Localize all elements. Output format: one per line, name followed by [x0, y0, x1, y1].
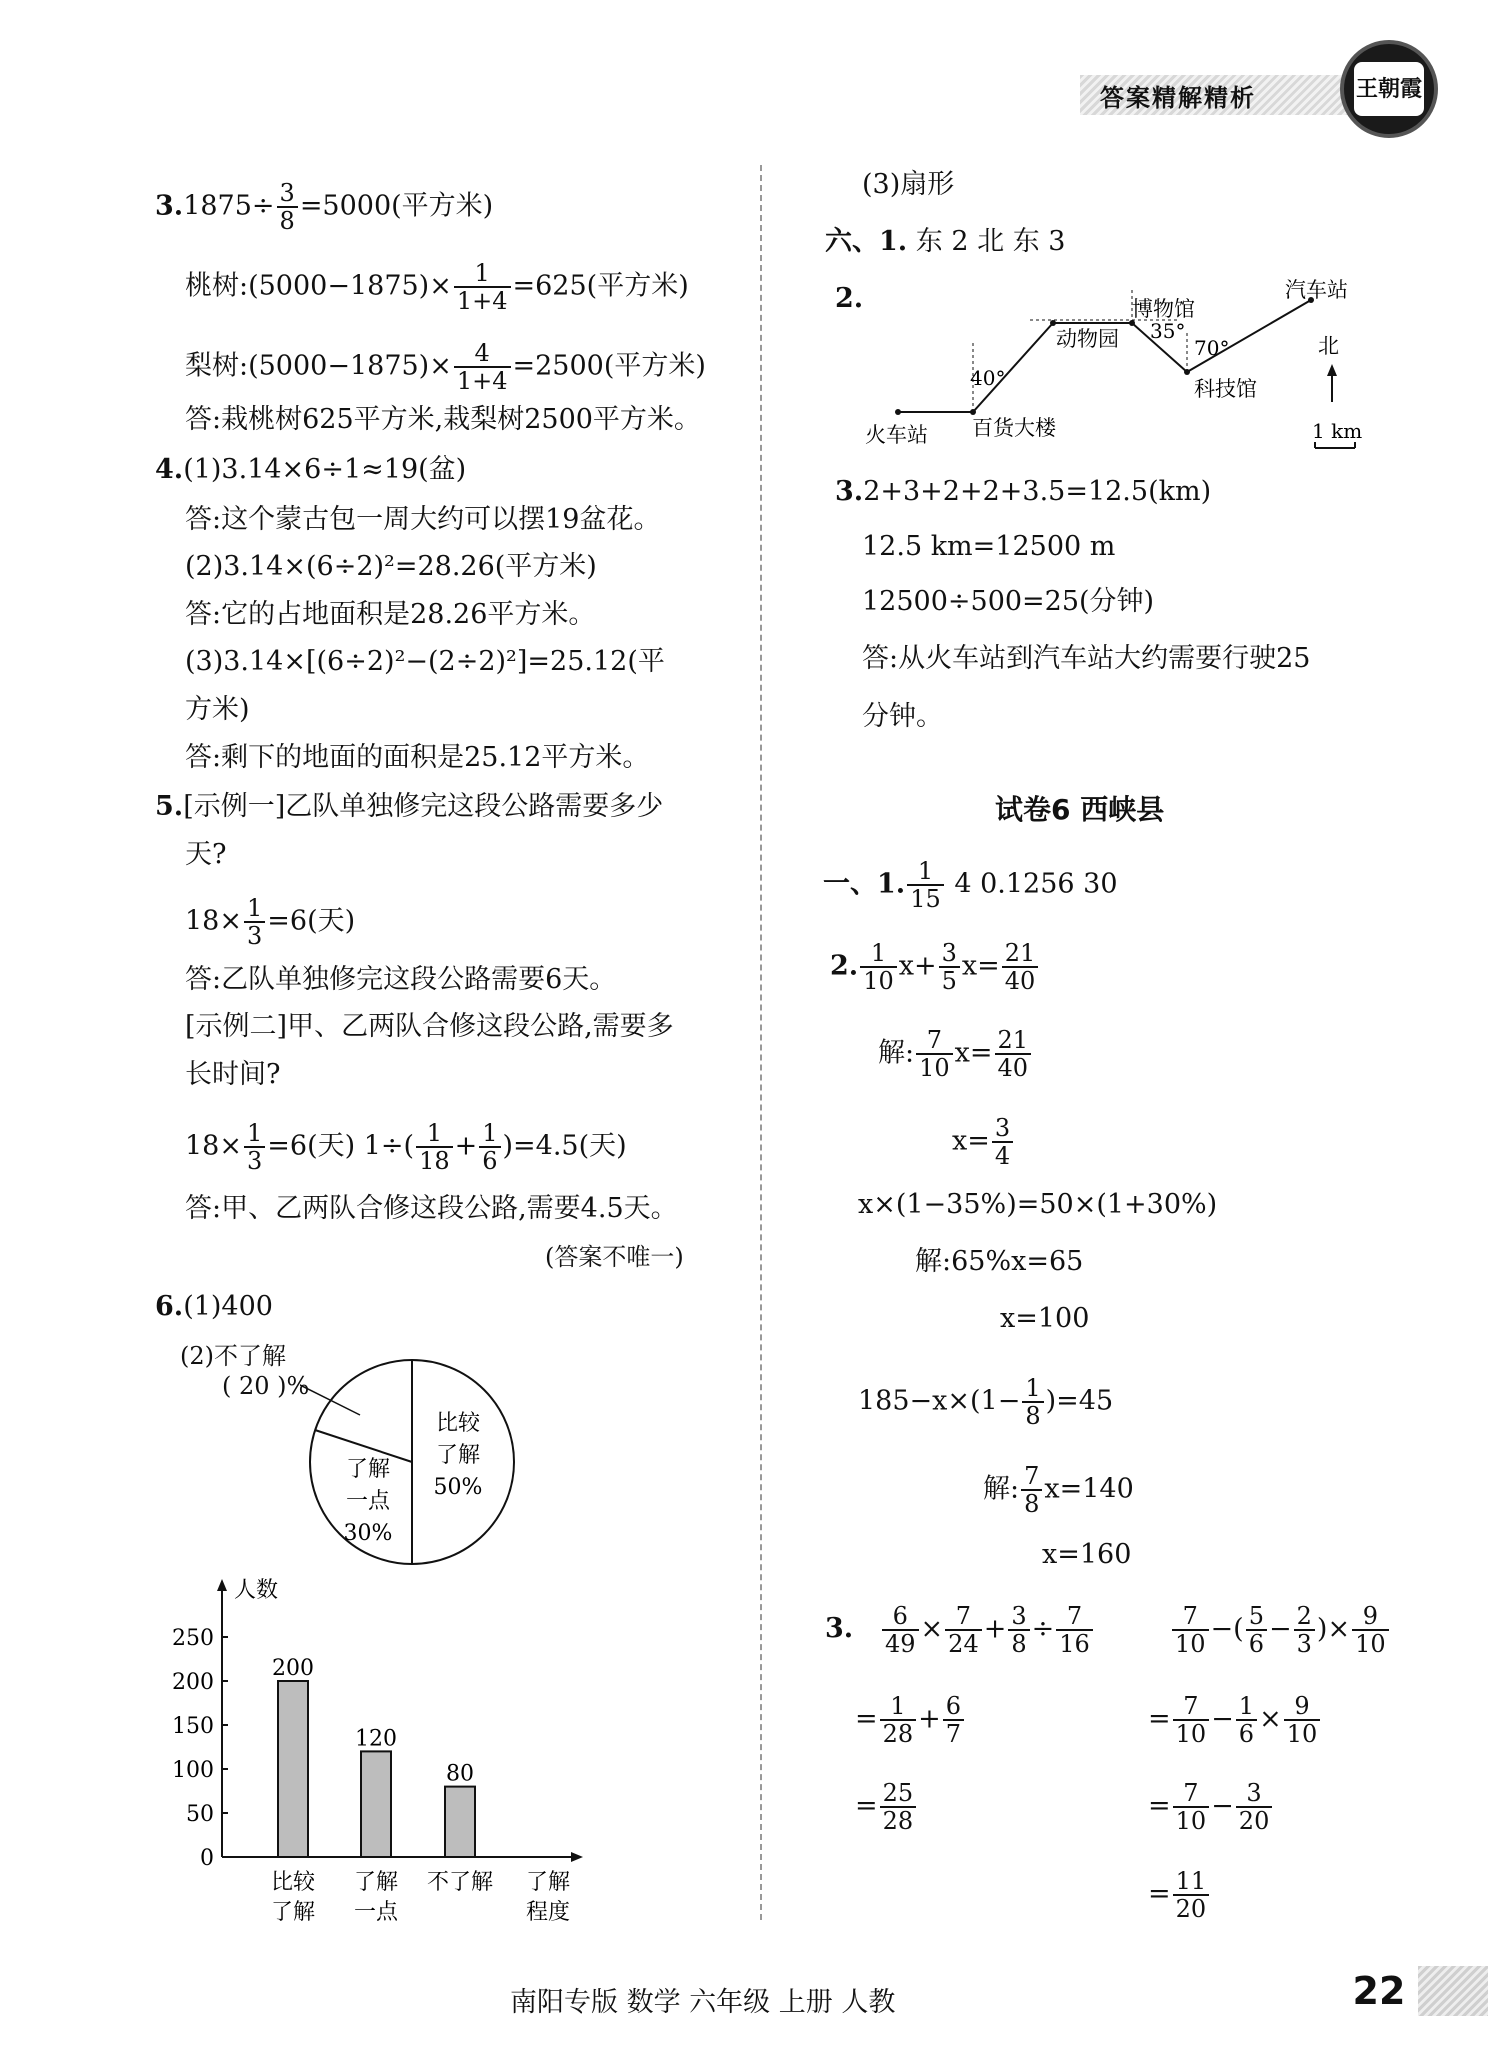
p2-eq4: x×(1−35%)=50×(1+30%)	[858, 1189, 1218, 1220]
map-label-bus-station: 汽车站	[1285, 278, 1348, 302]
x-tick-label-0-0: 比较	[270, 1870, 316, 1895]
bar-value-label-2: 80	[446, 1761, 474, 1787]
map-label-science-museum: 科技馆	[1194, 377, 1257, 401]
q5-line3: 18× $\frac{1}{3}$ =6(天)	[185, 894, 356, 950]
p3-num: 3.	[825, 1613, 854, 1644]
q4-line4: 答:它的占地面积是28.26平方米。	[185, 599, 596, 630]
s6-line1: 六、1. 东 2 北 东 3	[825, 226, 1066, 257]
q3-line1: 3.1875÷ $\frac{3}{8}$ =5000(平方米)	[155, 179, 494, 235]
q5-line6: 长时间?	[185, 1059, 281, 1090]
x-tick-label-2-0: 不了解	[426, 1870, 494, 1895]
x-axis-arrow	[571, 1852, 583, 1862]
q5-line2: 天?	[185, 839, 227, 870]
node-zoo	[1050, 320, 1056, 326]
bar-value-label-0: 200	[272, 1656, 314, 1681]
q4-line5: (3)3.14×[(6÷2)²−(2÷2)²]=25.12(平	[185, 646, 665, 677]
q4-line1: 4.(1)3.14×6÷1≈19(盆)	[155, 454, 467, 485]
paper-title: 试卷6 西峡县	[995, 793, 1165, 826]
p2-eq3: x= $\frac{3}{4}$	[952, 1115, 1015, 1169]
x-tick-label-1-0: 了解	[353, 1870, 399, 1895]
q3-answer: 答:栽桃树625平方米,栽梨树2500平方米。	[185, 404, 701, 435]
q6-line2: (2)不了解	[180, 1342, 286, 1370]
y-tick-label-1: 50	[186, 1802, 214, 1827]
x-axis-label-0: 了解	[525, 1870, 571, 1895]
map-angle-35: 35°	[1150, 319, 1186, 343]
q5-line1: 5.[示例一]乙队单独修完这段公路需要多少	[155, 791, 664, 822]
pie-label-b2: 一点	[345, 1489, 391, 1514]
s6-q3-line4: 答:从火车站到汽车站大约需要行驶25	[862, 643, 1311, 674]
x-tick-label-1-1: 一点	[353, 1900, 399, 1925]
p3-b2: = $\frac{7}{10}$ − $\frac{1}{6}$ × $\frac{9}{10}$	[1148, 1693, 1322, 1747]
pie-label-a1: 比较	[435, 1411, 481, 1436]
map-angle-70: 70°	[1194, 336, 1230, 360]
p1-line: 一、1. $\frac{1}{15}$ 4 0.1256 30	[823, 857, 1118, 913]
p2-eq9: x=160	[1042, 1539, 1132, 1570]
p3-b3: = $\frac{7}{10}$ − $\frac{3}{20}$	[1148, 1780, 1274, 1834]
x-tick-label-0-1: 了解	[270, 1900, 316, 1925]
q4-line3: (2)3.14×(6÷2)²=28.26(平方米)	[185, 551, 597, 582]
y-axis-arrow	[217, 1579, 227, 1591]
logo-text: 王朝霞	[1354, 62, 1424, 116]
x-axis-label-1: 程度	[525, 1900, 571, 1925]
q5-line8: 答:甲、乙两队合修这段公路,需要4.5天。	[185, 1193, 678, 1224]
bar-0	[278, 1681, 308, 1857]
s6-q2-num: 2.	[835, 283, 864, 314]
s6-q3-line1: 3.2+3+2+2+3.5=12.5(km)	[835, 476, 1212, 507]
p2-eq2: 解: $\frac{7}{10}$ x= $\frac{21}{40}$	[878, 1027, 1033, 1081]
p2-eq5: 解:65%x=65	[915, 1246, 1084, 1277]
y-tick-label-4: 200	[172, 1670, 214, 1695]
y-tick-label-5: 250	[172, 1626, 214, 1651]
map-label-department-store: 百货大楼	[972, 416, 1056, 440]
q5-note: (答案不唯一)	[545, 1243, 684, 1271]
map-scale-label: 1 km	[1312, 419, 1363, 443]
pie-label-b3: 30%	[343, 1521, 393, 1546]
brand-logo	[1340, 40, 1438, 138]
q4-line7: 答:剩下的地面的面积是25.12平方米。	[185, 742, 650, 773]
header-title: 答案精解精析	[1100, 84, 1256, 112]
s6-q3-line5: 分钟。	[862, 701, 943, 732]
s6-q3-line2: 12.5 km=12500 m	[862, 531, 1116, 562]
bar-1	[361, 1751, 391, 1857]
pie-label-b1: 了解	[345, 1457, 391, 1482]
q3-line2: 桃树:(5000−1875)× $\frac{1}{1+4}$ =625(平方米)	[185, 259, 689, 315]
map-label-north: 北	[1318, 334, 1339, 358]
p3-a3: = $\frac{25}{28}$	[855, 1780, 918, 1834]
pie-chart	[300, 1350, 530, 1580]
bar-2	[445, 1787, 475, 1857]
route-map	[860, 270, 1380, 460]
p3-b4: = $\frac{11}{20}$	[1148, 1868, 1211, 1922]
p3-a2: = $\frac{1}{28}$ + $\frac{6}{7}$	[855, 1693, 966, 1747]
page-number: 22	[1340, 1966, 1418, 2016]
bar-chart	[160, 1575, 600, 1935]
r-q5-3: (3)扇形	[862, 169, 955, 200]
node-science-museum	[1184, 369, 1190, 375]
north-arrow-icon	[1327, 364, 1337, 376]
p3-a1: $\frac{6}{49}$ × $\frac{7}{24}$ + $\frac{3}{8}$ ÷ $\frac{7}{16}$	[880, 1603, 1095, 1657]
q6-line3: ( 20 )%	[222, 1372, 310, 1400]
s6-q3-line3: 12500÷500=25(分钟)	[862, 586, 1155, 617]
map-label-museum: 博物馆	[1132, 297, 1195, 321]
bar-value-label-1: 120	[355, 1726, 397, 1752]
pie-label-a2: 了解	[435, 1443, 481, 1468]
q5-line4: 答:乙队单独修完这段公路需要6天。	[185, 964, 617, 995]
footer-text: 南阳专版 数学 六年级 上册 人教	[510, 1987, 896, 2018]
p2-eq1: 2. $\frac{1}{10}$ x+ $\frac{3}{5}$ x= $\frac{21}{40}$	[830, 940, 1040, 994]
pie-label-a3: 50%	[433, 1475, 483, 1500]
column-divider	[760, 165, 762, 1920]
map-label-zoo: 动物园	[1056, 327, 1119, 351]
p2-eq7: 185−x×(1− $\frac{1}{8}$ )=45	[858, 1374, 1114, 1430]
q5-line7: 18× $\frac{1}{3}$ =6(天) 1÷( $\frac{1}{18}$ + $\frac{1}{6}$ )=4.5(天)	[185, 1119, 627, 1175]
p2-eq6: x=100	[1000, 1303, 1090, 1334]
y-tick-label-2: 100	[172, 1758, 214, 1783]
q5-line5: [示例二]甲、乙两队合修这段公路,需要多	[185, 1011, 674, 1042]
q3-line3: 梨树:(5000−1875)× $\frac{4}{1+4}$ =2500(平方米)	[185, 339, 706, 395]
p3-b1: $\frac{7}{10}$ −( $\frac{5}{6}$ − $\frac{2}{3}$ )× $\frac{9}{10}$	[1170, 1603, 1391, 1657]
map-angle-40: 40°	[970, 366, 1006, 390]
node-train-station	[895, 409, 901, 415]
y-axis-label: 人数	[234, 1578, 279, 1603]
y-tick-label-0: 0	[200, 1846, 214, 1871]
node-department-store	[970, 409, 976, 415]
q4-line6: 方米)	[185, 694, 250, 725]
p2-eq8: 解: $\frac{7}{8}$ x=140	[983, 1462, 1134, 1518]
q6-line1: 6.(1)400	[155, 1291, 273, 1322]
y-tick-label-3: 150	[172, 1714, 214, 1739]
page-number-texture	[1418, 1966, 1488, 2016]
q4-line2: 答:这个蒙古包一周大约可以摆19盆花。	[185, 504, 661, 535]
map-label-train-station: 火车站	[865, 423, 928, 447]
